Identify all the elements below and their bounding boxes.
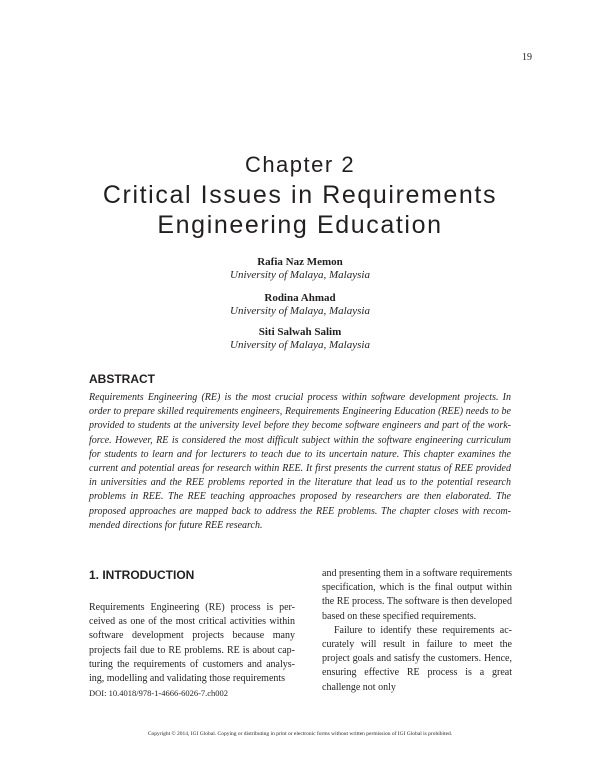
author-affiliation: University of Malaya, Malaysia xyxy=(230,305,370,317)
chapter-title xyxy=(0,180,600,240)
chapter-title-line-2: Engineering Education xyxy=(157,211,443,239)
doi-line: DOI: 10.4018/978-1-4666-6026-7.ch002 xyxy=(89,688,229,698)
author-block xyxy=(0,292,600,318)
author-name: Rafia Naz Memon xyxy=(257,256,343,268)
author-affiliation: University of Malaya, Malaysia xyxy=(230,339,370,351)
chapter-label: Chapter 2 xyxy=(244,152,356,177)
body-paragraph: and presenting them in a software requirements specification, which is the final output within the RE process. The software is then developed based on these specified requirements. xyxy=(322,568,512,622)
introduction-right-column xyxy=(322,567,512,695)
author-block xyxy=(0,326,600,352)
abstract-text: Requirements Engineering (RE) is the most crucial process within software development projects. In order to prepare skilled requirements engineers, Requirements Engineering Education (REE) needs to be provided to students at the university level before they become software engineers and part of the work-force. However, RE is considered the most difficult subject within the software engineering curriculum for students to learn and for lecturers to teach due to its uncertain nature. This chapter examines the current and potential areas for research within REE. It first presents the current status of REE provided in universities and the REE problems reported in the literature that lead us to the potential research problems in REE. The REE teaching approaches proposed by researchers are then elaborated. The proposed approaches are mapped back to address the REE problems. The chapter closes with recom-mended directions for future REE research. xyxy=(89,392,511,531)
author-block xyxy=(0,256,600,282)
body-paragraph: Failure to identify these requirements ac-curately will result in failure to meet the project goals and satisfy the customers. Hence, ensuring effective RE process is a great challenge not only xyxy=(322,624,512,693)
abstract-heading: ABSTRACT xyxy=(89,372,155,386)
introduction-left-column: Requirements Engineering (RE) process is per-ceived as one of the most critical activities within software development projects because many projects fail due to RE problems. RE is about cap-turing the requirements of customers and analys-ing, modelling and validating those requirements xyxy=(89,602,295,685)
copyright-notice: Copyright © 2014, IGI Global. Copying or distributing in print or electronic forms without written permission of IGI Global is prohibited. xyxy=(147,731,453,737)
author-name: Siti Salwah Salim xyxy=(258,326,342,338)
page-number: 19 xyxy=(522,52,532,63)
author-affiliation: University of Malaya, Malaysia xyxy=(230,269,370,281)
chapter-title-line-1: Critical Issues in Requirements xyxy=(102,181,498,209)
author-name: Rodina Ahmad xyxy=(264,292,336,304)
introduction-heading: 1. INTRODUCTION xyxy=(89,568,195,582)
